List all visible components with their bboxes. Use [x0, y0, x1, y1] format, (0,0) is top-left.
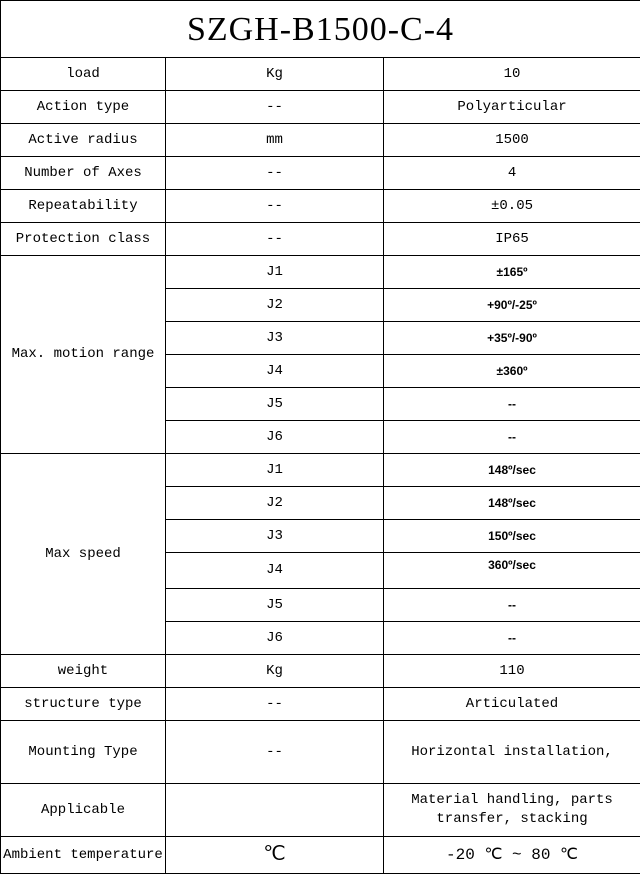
- motion-range-label: Max. motion range: [1, 256, 166, 454]
- joint-value: +90º/-25º: [384, 289, 640, 322]
- spec-label: Mounting Type: [1, 721, 166, 784]
- table-row: [1, 124, 640, 157]
- joint-label: J1: [166, 256, 384, 289]
- joint-value: --: [384, 388, 640, 421]
- spec-label: load: [1, 58, 166, 91]
- spec-label: structure type: [1, 688, 166, 721]
- spec-unit: --: [166, 157, 384, 190]
- table-row: [1, 655, 640, 688]
- spec-value: Horizontal installation,: [384, 721, 640, 784]
- joint-label: J1: [166, 454, 384, 487]
- table-row: [1, 454, 640, 487]
- joint-label: J5: [166, 589, 384, 622]
- spec-value: 10: [384, 58, 640, 91]
- table-row: [1, 223, 640, 256]
- joint-value: 360º/sec: [384, 553, 640, 589]
- joint-value: --: [384, 421, 640, 454]
- spec-unit: --: [166, 190, 384, 223]
- table-row: [1, 58, 640, 91]
- spec-label: Active radius: [1, 124, 166, 157]
- table-row: [1, 190, 640, 223]
- spec-value: -20 ℃ ~ 80 ℃: [384, 837, 640, 874]
- spec-value: Material handling, parts transfer, stacking: [384, 784, 640, 837]
- joint-value: ±165º: [384, 256, 640, 289]
- joint-label: J2: [166, 289, 384, 322]
- spec-value: Articulated: [384, 688, 640, 721]
- table-row: [1, 1, 640, 58]
- spec-value: ±0.05: [384, 190, 640, 223]
- table-row: [1, 688, 640, 721]
- spec-label: Protection class: [1, 223, 166, 256]
- spec-value: 4: [384, 157, 640, 190]
- joint-label: J6: [166, 421, 384, 454]
- joint-value: +35º/-90º: [384, 322, 640, 355]
- joint-label: J3: [166, 520, 384, 553]
- joint-value: 150º/sec: [384, 520, 640, 553]
- spec-label: weight: [1, 655, 166, 688]
- spec-unit: Kg: [166, 655, 384, 688]
- spec-label: Applicable: [1, 784, 166, 837]
- joint-label: J6: [166, 622, 384, 655]
- joint-value: --: [384, 622, 640, 655]
- joint-value: 148º/sec: [384, 487, 640, 520]
- spec-unit: --: [166, 721, 384, 784]
- joint-label: J4: [166, 355, 384, 388]
- spec-label: Number of Axes: [1, 157, 166, 190]
- spec-label: Repeatability: [1, 190, 166, 223]
- table-row: [1, 784, 640, 837]
- joint-label: J5: [166, 388, 384, 421]
- spec-unit: --: [166, 688, 384, 721]
- spec-value: IP65: [384, 223, 640, 256]
- table-row: [1, 91, 640, 124]
- table-title: SZGH-B1500-C-4: [1, 1, 640, 58]
- spec-unit: Kg: [166, 58, 384, 91]
- spec-label: Ambient temperature: [1, 837, 166, 874]
- spec-value: 110: [384, 655, 640, 688]
- spec-value: Polyarticular: [384, 91, 640, 124]
- joint-value: 148º/sec: [384, 454, 640, 487]
- table-row: [1, 837, 640, 874]
- table-row: [1, 721, 640, 784]
- spec-unit: mm: [166, 124, 384, 157]
- joint-value: ±360º: [384, 355, 640, 388]
- table-row: [1, 157, 640, 190]
- table-row: [1, 256, 640, 289]
- spec-unit: ℃: [166, 837, 384, 874]
- spec-unit: --: [166, 223, 384, 256]
- spec-label: Action type: [1, 91, 166, 124]
- joint-label: J3: [166, 322, 384, 355]
- joint-label: J4: [166, 553, 384, 589]
- joint-value: --: [384, 589, 640, 622]
- spec-unit: --: [166, 91, 384, 124]
- joint-label: J2: [166, 487, 384, 520]
- max-speed-label: Max speed: [1, 454, 166, 655]
- spec-unit: [166, 784, 384, 837]
- spec-value: 1500: [384, 124, 640, 157]
